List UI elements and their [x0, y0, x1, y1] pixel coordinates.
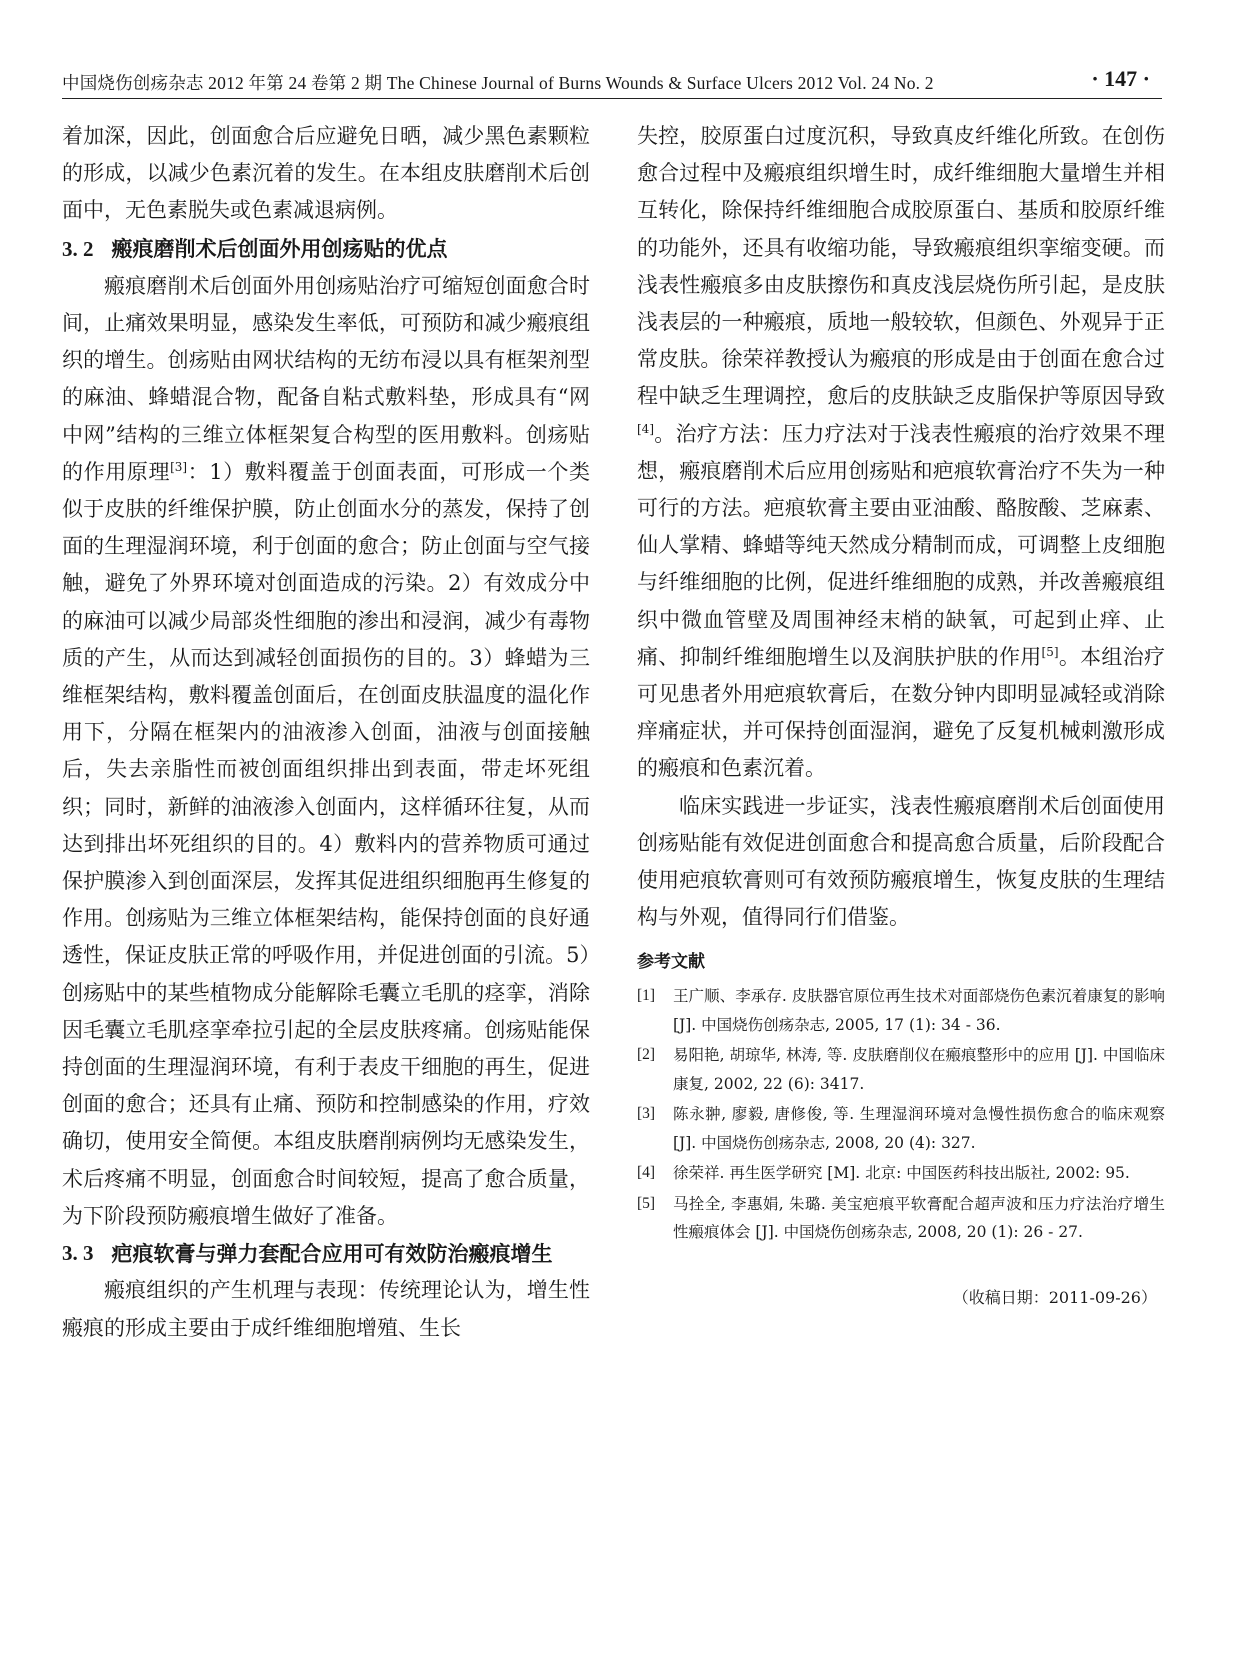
paragraph-text: 瘢痕磨削术后创面外用创疡贴治疗可缩短创面愈合时间，止痛效果明显，感染发生率低，可预防和减少瘢痕组织的增生。创疡贴由网状结构的无纺布浸以具有框架剂型的麻油、蜂蜡混合物，配备自粘式敷料垫，形成具有“网中网”结构的三维立体框架复合构型的医用敷料。创疡贴的作用原理: [62, 273, 590, 484]
section-title: 瘢痕磨削术后创面外用创疡贴的优点: [111, 235, 448, 261]
reference-number: [4]: [637, 1164, 656, 1182]
reference-text: 马拴全, 李惠娟, 朱璐. 美宝疤痕平软膏配合超声波和压力疗法治疗增生性瘢痕体会 [J]. 中国烧伤创疡杂志, 2008, 20 (1): 26 - 27.: [673, 1194, 1165, 1242]
paragraph: 着加深，因此，创面愈合后应避免日晒，减少黑色素颗粒的形成，以减少色素沉着的发生。在本组皮肤磨削术后创面中，无色素脱失或色素减退病例。: [62, 124, 590, 223]
citation-marker: [4]: [637, 421, 654, 436]
running-head-text: 中国烧伤创疡杂志 2012 年第 24 卷第 2 期 The Chinese Journal of Burns Wounds & Surface Ulcers 2012 Vol. 24 No. 2: [62, 73, 934, 93]
reference-item: [637, 982, 1165, 1039]
reference-item: [637, 1159, 1165, 1188]
reference-item: [637, 1041, 1165, 1098]
reference-text: 王广顺、李承存. 皮肤器官原位再生技术对面部烧伤色素沉着康复的影响 [J]. 中国烧伤创疡杂志, 2005, 17 (1): 34 - 36.: [673, 987, 1165, 1034]
citation-marker: [5]: [1041, 644, 1059, 659]
right-column: [637, 118, 1165, 1311]
paragraph-text: ：1）敷料覆盖于创面表面，可形成一个类似于皮肤的纤维保护膜，防止创面水分的蒸发，保持了创面的生理湿润环境，利于创面的愈合；防止创面与空气接触，避免了外界环境对创面造成的污染。2）有效成分中的麻油可以减少局部炎性细胞的渗出和浸润，减少有毒物质的产生，从而达到减轻创面损伤的目的。3）蜂蜡为三维框架结构，敷料覆盖创面后，在创面皮肤温度的温化作用下，分隔在框架内的油液渗入创面，油液与创面接触后，失去亲脂性而被创面组织排出到表面，带走坏死组织；同时，新鲜的油液渗入创面内，这样循环往复，从而达到排出坏死组织的目的。4）敷料内的营养物质可通过保护膜渗入到创面深层，发挥其促进组织细胞再生修复的作用。创疡贴为三维立体框架结构，能保持创面的良好通透性，保证皮肤正常的呼吸作用，并促进创面的引流。5）创疡贴中的某些植物成分能解除毛囊立毛肌的痉挛，消除因毛囊立毛肌痉挛牵拉引起的全层皮肤疼痛。创疡贴能保持创面的生理湿润环境，有利于表皮干细胞的再生，促进创面的愈合；还具有止痛、预防和控制感染的作用，疗效确切，使用安全简便。本组皮肤磨削病例均无感染发生，术后疼痛不明显，创面愈合时间较短，提高了愈合质量，为下阶段预防瘢痕增生做好了准备。: [62, 459, 591, 1228]
left-column: [62, 118, 590, 1347]
paragraph: 临床实践进一步证实，浅表性瘢痕磨削术后创面使用创疡贴能有效促进创面愈合和提高愈合质量，后阶段配合使用疤痕软膏则可有效预防瘢痕增生，恢复皮肤的生理结构与外观，值得同行们借鉴。: [637, 793, 1165, 930]
reference-item: [637, 1100, 1165, 1157]
references-heading: 参考文献: [637, 952, 705, 973]
reference-number: [2]: [637, 1046, 656, 1064]
paragraph: [62, 268, 590, 1235]
received-date: （收稿日期：2011-09-26）: [952, 1287, 1157, 1307]
reference-number: [1]: [637, 987, 656, 1005]
section-heading-3-2: [62, 230, 590, 268]
section-number: 3. 2: [62, 236, 94, 261]
running-header: [62, 62, 1162, 99]
reference-text: 易阳艳, 胡琼华, 林涛, 等. 皮肤磨削仪在瘢痕整形中的应用 [J]. 中国临床康复, 2002, 22 (6): 3417.: [673, 1046, 1165, 1093]
reference-list: [637, 982, 1165, 1247]
section-heading-3-3: [62, 1235, 590, 1272]
reference-text: 徐荣祥. 再生医学研究 [M]. 北京: 中国医药科技出版社, 2002: 95.: [673, 1164, 1130, 1183]
paragraph: [637, 118, 1165, 788]
section-title: 疤痕软膏与弹力套配合应用可有效防治瘢痕增生: [111, 1241, 553, 1267]
section-number: 3. 3: [62, 1241, 94, 1266]
reference-text: 陈永翀, 廖毅, 唐修俊, 等. 生理湿润环境对急慢性损伤愈合的临床观察 [J]. 中国烧伤创疡杂志, 2008, 20 (4): 327.: [673, 1105, 1165, 1152]
page-number: · 147 ·: [1091, 66, 1150, 91]
reference-number: [3]: [637, 1105, 656, 1123]
reference-item: [637, 1190, 1165, 1247]
paragraph-text: 。本组治疗可见患者外用疤痕软膏后，在数分钟内即明显减轻或消除痒痛症状，并可保持创面湿润，避免了反复机械刺激形成的瘢痕和色素沉着。: [637, 644, 1166, 781]
paragraph-text: 。治疗方法：压力疗法对于浅表性瘢痕的治疗效果不理想，瘢痕磨削术后应用创疡贴和疤痕软膏治疗不失为一种可行的方法。疤痕软膏主要由亚油酸、酪胺酸、芝麻素、仙人掌精、蜂蜡等纯天然成分精制而成，可调整上皮细胞与纤维细胞的比例，促进纤维细胞的成熟，并改善瘢痕组织中微血管壁及周围神经末梢的缺氧，可起到止痒、止痛、抑制纤维细胞增生以及润肤护肤的作用: [637, 421, 1165, 669]
citation-marker: [3]: [170, 459, 188, 474]
reference-number: [5]: [637, 1194, 656, 1212]
paragraph-text: 失控，胶原蛋白过度沉积，导致真皮纤维化所致。在创伤愈合过程中及瘢痕组织增生时，成纤维细胞大量增生并相互转化，除保持纤维细胞合成胶原蛋白、基质和胶原纤维的功能外，还具有收缩功能，导致瘢痕组织挛缩变硬。而浅表性瘢痕多由皮肤擦伤和真皮浅层烧伤所引起，是皮肤浅表层的一种瘢痕，质地一般较软，但颜色、外观异于正常皮肤。徐荣祥教授认为瘢痕的形成是由于创面在愈合过程中缺乏生理调控，愈后的皮肤缺乏皮脂保护等原因导致: [637, 124, 1165, 409]
paragraph: 瘢痕组织的产生机理与表现：传统理论认为，增生性瘢痕的形成主要由于成纤维细胞增殖、生长: [62, 1278, 590, 1340]
